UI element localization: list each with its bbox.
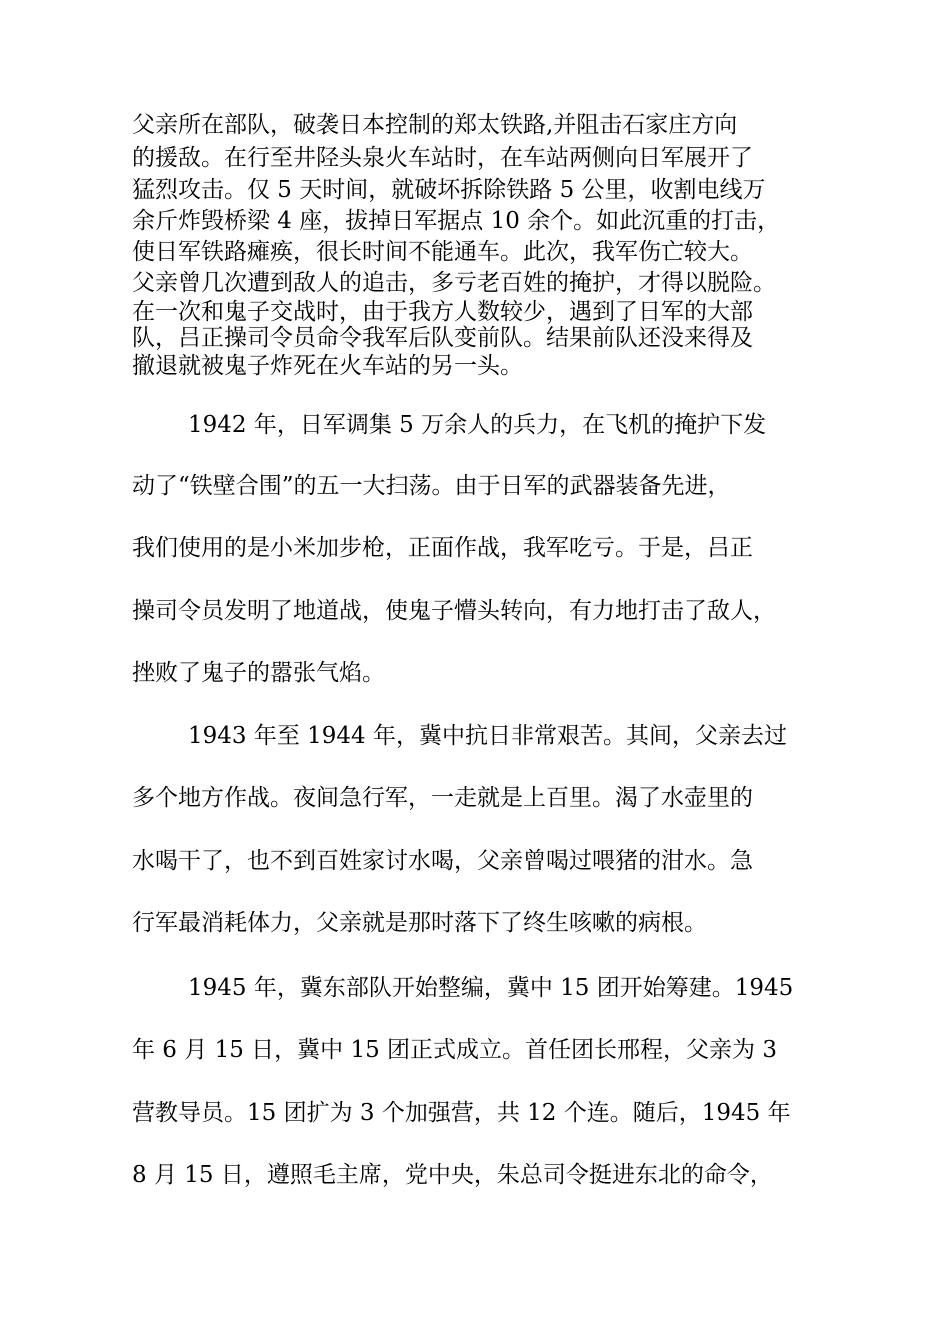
text-line: 挫败了鬼子的嚣张气焰。 xyxy=(132,660,385,686)
text-line: 1945 年，冀东部队开始整编，冀中 15 团开始筹建。1945 xyxy=(188,975,794,1001)
text-line: 操司令员发明了地道战，使鬼子懵头转向，有力地打击了敌人， xyxy=(132,598,776,624)
text-line: 多个地方作战。夜间急行军，一走就是上百里。渴了水壶里的 xyxy=(132,785,753,811)
text-line: 父亲曾几次遭到敌人的追击，多亏老百姓的掩护，才得以脱险。 xyxy=(132,270,776,296)
text-line: 撤退就被鬼子炸死在火车站的另一头。 xyxy=(132,353,523,379)
text-line: 的援敌。在行至井陉头泉火车站时，在车站两侧向日军展开了 xyxy=(132,145,753,171)
text-line: 1943 年至 1944 年，冀中抗日非常艰苦。其间，父亲去过 xyxy=(188,723,787,749)
text-line: 1942 年，日军调集 5 万余人的兵力，在飞机的掩护下发 xyxy=(188,412,767,438)
text-line: 我们使用的是小米加步枪，正面作战，我军吃亏。于是，吕正 xyxy=(132,535,753,561)
text-line: 行军最消耗体力，父亲就是那时落下了终生咳嗽的病根。 xyxy=(132,910,707,936)
text-line: 父亲所在部队，破袭日本控制的郑太铁路,并阻击石家庄方向 xyxy=(132,112,738,138)
text-line: 水喝干了，也不到百姓家讨水喝，父亲曾喝过喂猪的泔水。急 xyxy=(132,848,753,874)
text-line: 使日军铁路瘫痪，很长时间不能通车。此次，我军伤亡较大。 xyxy=(132,239,753,265)
text-line: 年 6 月 15 日，冀中 15 团正式成立。首任团长邢程，父亲为 3 xyxy=(132,1037,777,1063)
text-line: 队，吕正操司令员命令我军后队变前队。结果前队还没来得及 xyxy=(132,325,753,351)
text-line: 猛烈攻击。仅 5 天时间，就破坏拆除铁路 5 公里，收割电线万 xyxy=(132,177,766,203)
text-line: 余斤炸毁桥梁 4 座，拔掉日军据点 10 余个。如此沉重的打击， xyxy=(132,208,781,234)
text-line: 营教导员。15 团扩为 3 个加强营，共 12 个连。随后，1945 年 xyxy=(132,1100,791,1126)
text-line: 动了“铁壁合围”的五一大扫荡。由于日军的武器装备先进， xyxy=(132,473,731,499)
text-line: 在一次和鬼子交战时，由于我方人数较少，遇到了日军的大部 xyxy=(132,299,753,325)
text-line: 8 月 15 日，遵照毛主席，党中央，朱总司令挺进东北的命令， xyxy=(132,1162,773,1188)
